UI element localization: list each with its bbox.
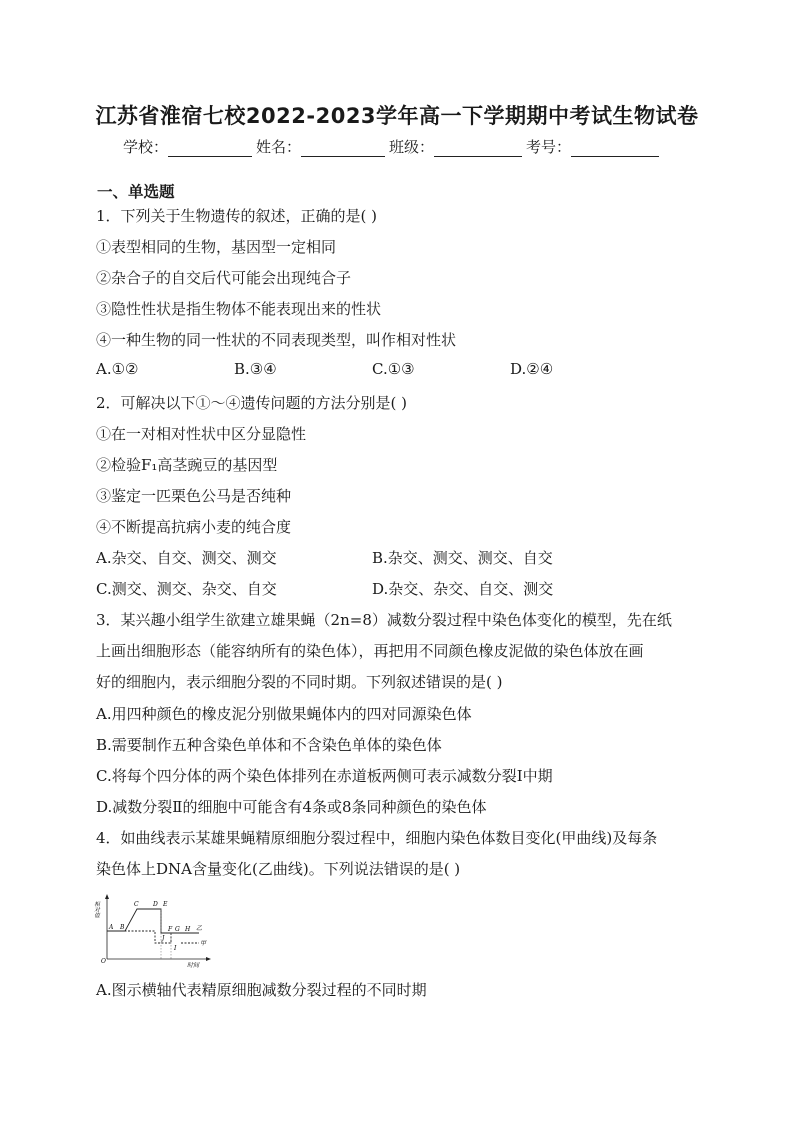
q2-item: ①在一对相对性状中区分显隐性 bbox=[96, 425, 307, 443]
class-label: 班级： bbox=[389, 138, 435, 156]
student-info-row bbox=[123, 136, 663, 157]
q2-item: ③鉴定一匹栗色公马是否纯种 bbox=[96, 487, 292, 505]
point-label-i: I bbox=[174, 945, 177, 952]
q4-stem-line: 4．如曲线表示某雄果蝇精原细胞分裂过程中，细胞内染色体数目变化(甲曲线)及每条 bbox=[96, 829, 658, 847]
class-field[interactable] bbox=[434, 140, 522, 157]
number-field[interactable] bbox=[571, 140, 659, 157]
q2-item: ②检验F₁高茎豌豆的基因型 bbox=[96, 456, 278, 474]
x-axis-arrow bbox=[206, 957, 211, 961]
q2-option-b[interactable]: B.杂交、测交、测交、自交 bbox=[372, 549, 553, 567]
q4-option-a[interactable]: A.图示横轴代表精原细胞减数分裂过程的不同时期 bbox=[96, 981, 427, 999]
point-label-c: C bbox=[134, 901, 139, 908]
y-axis-label: 相对值 bbox=[93, 901, 99, 918]
point-label-h: H bbox=[185, 926, 191, 933]
q1-item: ③隐性性状是指生物体不能表现出来的性状 bbox=[96, 300, 382, 318]
point-label-a: A bbox=[109, 924, 114, 931]
q3-option-b[interactable]: B.需要制作五种含染色单体和不含染色单体的染色体 bbox=[96, 736, 442, 754]
q3-option-d[interactable]: D.减数分裂Ⅱ的细胞中可能含有4条或8条同种颜色的染色体 bbox=[96, 798, 487, 816]
point-label-d: D bbox=[153, 901, 158, 908]
q1-item: ②杂合子的自交后代可能会出现纯合子 bbox=[96, 269, 352, 287]
q1-option-c[interactable]: C.①③ bbox=[372, 360, 415, 378]
q1-option-b[interactable]: B.③④ bbox=[234, 360, 277, 378]
point-label-e: E bbox=[163, 901, 168, 908]
exam-title: 江苏省淮宿七校2022-2023学年高一下学期期中考试生物试卷 bbox=[95, 104, 699, 128]
point-label-g: G bbox=[175, 926, 180, 933]
q1-option-d[interactable]: D.②④ bbox=[510, 360, 554, 378]
name-field[interactable] bbox=[301, 140, 385, 157]
school-field[interactable] bbox=[168, 140, 252, 157]
point-label-b: B bbox=[120, 924, 125, 931]
q2-option-c[interactable]: C.测交、测交、杂交、自交 bbox=[96, 580, 277, 598]
series-label-jia: 甲 bbox=[200, 940, 207, 947]
q3-option-c[interactable]: C.将每个四分体的两个染色体排列在赤道板两侧可表示减数分裂Ⅰ中期 bbox=[96, 767, 553, 785]
q4-figure bbox=[95, 893, 215, 969]
series-label-yi: 乙 bbox=[196, 925, 203, 932]
point-label-f: F bbox=[168, 926, 173, 933]
section-heading: 一、单选题 bbox=[97, 183, 175, 201]
x-axis-label: 时间 bbox=[187, 962, 200, 969]
name-label: 姓名： bbox=[256, 138, 302, 156]
q2-option-d[interactable]: D.杂交、杂交、自交、测交 bbox=[372, 580, 554, 598]
q3-option-a[interactable]: A.用四种颜色的橡皮泥分别做果蝇体内的四对同源染色体 bbox=[96, 705, 472, 723]
q4-stem-line: 染色体上DNA含量变化(乙曲线)。下列说法错误的是( ) bbox=[96, 860, 461, 878]
q2-stem: 2．可解决以下①～④遗传问题的方法分别是( ) bbox=[96, 394, 408, 412]
y-axis-arrow bbox=[105, 894, 109, 899]
number-label: 考号： bbox=[526, 138, 572, 156]
q3-stem-line: 上画出细胞形态（能容纳所有的染色体），再把用不同颜色橡皮泥做的染色体放在画 bbox=[96, 642, 644, 660]
q1-option-a[interactable]: A.①② bbox=[96, 360, 139, 378]
origin-label: O bbox=[101, 958, 106, 965]
school-label: 学校： bbox=[123, 138, 169, 156]
point-label-j: J bbox=[162, 935, 165, 942]
q2-option-a[interactable]: A.杂交、自交、测交、测交 bbox=[96, 549, 277, 567]
q3-stem-line: 3．某兴趣小组学生欲建立雄果蝇（2n=8）减数分裂过程中染色体变化的模型，先在纸 bbox=[96, 611, 672, 629]
q3-stem-line: 好的细胞内，表示细胞分裂的不同时期。下列叙述错误的是( ) bbox=[96, 673, 503, 691]
q1-stem: 1．下列关于生物遗传的叙述，正确的是( ) bbox=[96, 207, 378, 225]
q1-item: ④一种生物的同一性状的不同表现类型，叫作相对性状 bbox=[96, 331, 457, 349]
q1-item: ①表型相同的生物，基因型一定相同 bbox=[96, 238, 337, 256]
q2-item: ④不断提高抗病小麦的纯合度 bbox=[96, 518, 292, 536]
